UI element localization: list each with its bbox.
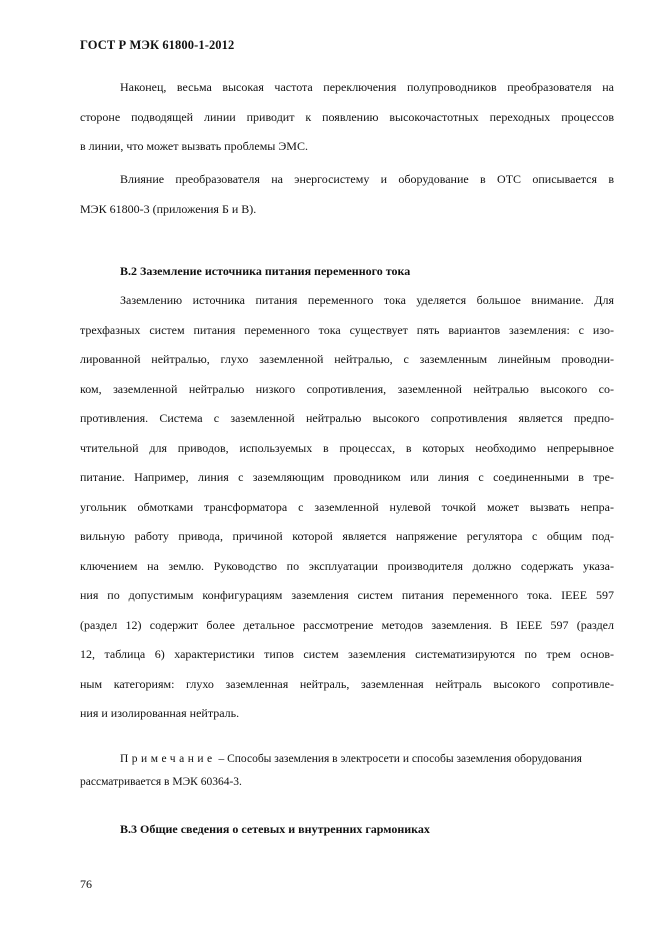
- note-block: [80, 748, 614, 794]
- note-text: – Способы заземления в электросети и способы заземления оборудования: [218, 753, 582, 765]
- text-line: ком, заземленной нейтралью низкого сопротивления, заземленной нейтралью высокого со-: [80, 381, 614, 396]
- text-line: Влияние преобразователя на энергосистему и оборудование в ОТС описывается в: [120, 172, 614, 186]
- text-line: МЭК 61800-3 (приложения Б и В).: [80, 201, 257, 216]
- text-line: в линии, что может вызвать проблемы ЭМС.: [80, 139, 308, 153]
- text-line: ным категориям: глухо заземленная нейтраль, заземленная нейтраль высокого сопротивле-: [80, 676, 614, 691]
- text-line: вильную работу привода, причиной которой является напряжение регулятора с общим под-: [80, 529, 614, 543]
- paragraph-emc: [80, 73, 614, 162]
- section-heading-b3: В.3 Общие сведения о сетевых и внутренних гармониках: [120, 822, 430, 836]
- text-line: ния и изолированная нейтраль.: [80, 706, 240, 720]
- text-line: Наконец, весьма высокая частота переключения полупроводников преобразователя на: [120, 80, 614, 94]
- note-label: Примечание: [120, 753, 216, 765]
- document-header: ГОСТ Р МЭК 61800-1-2012: [80, 38, 235, 52]
- paragraph-power-system: [80, 165, 614, 224]
- text-line: Заземлению источника питания переменного тока уделяется большое внимание. Для: [120, 293, 614, 307]
- text-line: угольник обмотками трансформатора с заземленной нулевой точкой может вызвать непра-: [80, 499, 614, 514]
- text-line: ния по допустимым конфигурациям заземления систем питания переменного тока. IEEE 597: [80, 588, 614, 602]
- paragraph-grounding: [80, 286, 614, 729]
- text-line: противления. Система с заземленной нейтралью высокого сопротивления является предпо-: [80, 411, 614, 425]
- text-line: ключением на землю. Руководство по эксплуатации производителя должно содержать указа-: [80, 558, 614, 573]
- page-number: 76: [80, 877, 92, 891]
- section-heading-b2: В.2 Заземление источника питания переменного тока: [120, 264, 411, 278]
- text-line: 12, таблица 6) характеристики типов систем заземления систематизируются по трем основ-: [80, 647, 614, 661]
- text-line: лированной нейтралью, глухо заземленной нейтралью, с заземленным линейным проводни-: [80, 352, 614, 366]
- text-line: (раздел 12) содержит более детальное рассмотрение методов заземления. В IEEE 597 (раздел: [80, 617, 614, 632]
- note-line: [80, 748, 614, 771]
- text-line: трехфазных систем питания переменного тока существует пять вариантов заземления: с изо-: [80, 322, 614, 337]
- text-line: чтительной для приводов, используемых в процессах, в которых необходимо непрерывное: [80, 440, 614, 455]
- text-line: питание. Например, линия с заземляющим проводником или линия с соединенными в тре-: [80, 470, 614, 484]
- text-line: стороне подводящей линии приводит к появлению высокочастотных переходных процессов: [80, 109, 614, 124]
- note-line: рассматривается в МЭК 60364-3.: [80, 776, 242, 788]
